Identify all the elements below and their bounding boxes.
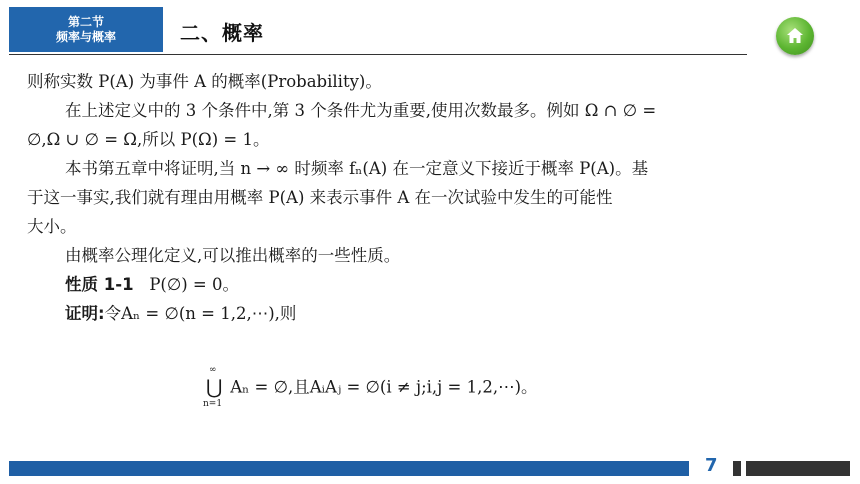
section-badge — [9, 7, 163, 52]
property-label: 性质 1-1 — [65, 275, 134, 294]
section-number: 第二节 — [67, 14, 104, 29]
text-line: 在上述定义中的 3 个条件中,第 3 个条件尤为重要,使用次数最多。例如 Ω ∩ ∅ = — [65, 101, 657, 120]
text-line: 由概率公理化定义,可以推出概率的一些性质。 — [65, 246, 401, 265]
union-upper-limit: ∞ — [209, 365, 217, 375]
footer-bar — [9, 461, 689, 476]
union-symbol: ⋃ — [206, 375, 223, 399]
home-icon — [785, 26, 805, 46]
proof-line — [27, 299, 837, 328]
property-line — [27, 270, 837, 299]
slide-content — [27, 67, 837, 328]
proof-label: 证明: — [65, 304, 105, 323]
text-line: 于这一事实,我们就有理由用概率 P(A) 来表示事件 A 在一次试验中发生的可能性 — [27, 188, 613, 207]
section-name: 频率与概率 — [55, 29, 116, 44]
formula-text: Aₙ = ∅,且AᵢAⱼ = ∅(i ≠ j;i,j = 1,2,⋯)。 — [230, 377, 538, 397]
union-operator — [203, 365, 225, 409]
text-line: 则称实数 P(A) 为事件 A 的概率(Probability)。 — [27, 72, 382, 91]
page-number: 7 — [705, 455, 718, 476]
footer-bar-right — [746, 461, 850, 476]
footer-divider — [733, 461, 741, 476]
display-formula — [203, 365, 538, 409]
text-line: ∅,Ω ∪ ∅ = Ω,所以 P(Ω) = 1。 — [27, 130, 270, 149]
proof-text: 令Aₙ = ∅(n = 1,2,⋯),则 — [104, 304, 297, 323]
home-button[interactable] — [776, 17, 814, 55]
property-text: P(∅) = 0。 — [149, 275, 239, 294]
title-divider — [9, 54, 747, 55]
page-title: 二、概率 — [180, 21, 264, 45]
text-line: 本书第五章中将证明,当 n → ∞ 时频率 fₙ(A) 在一定意义下接近于概率 P(A)。基 — [65, 159, 649, 178]
union-lower-limit: n=1 — [203, 399, 223, 409]
text-line: 大小。 — [27, 217, 77, 236]
